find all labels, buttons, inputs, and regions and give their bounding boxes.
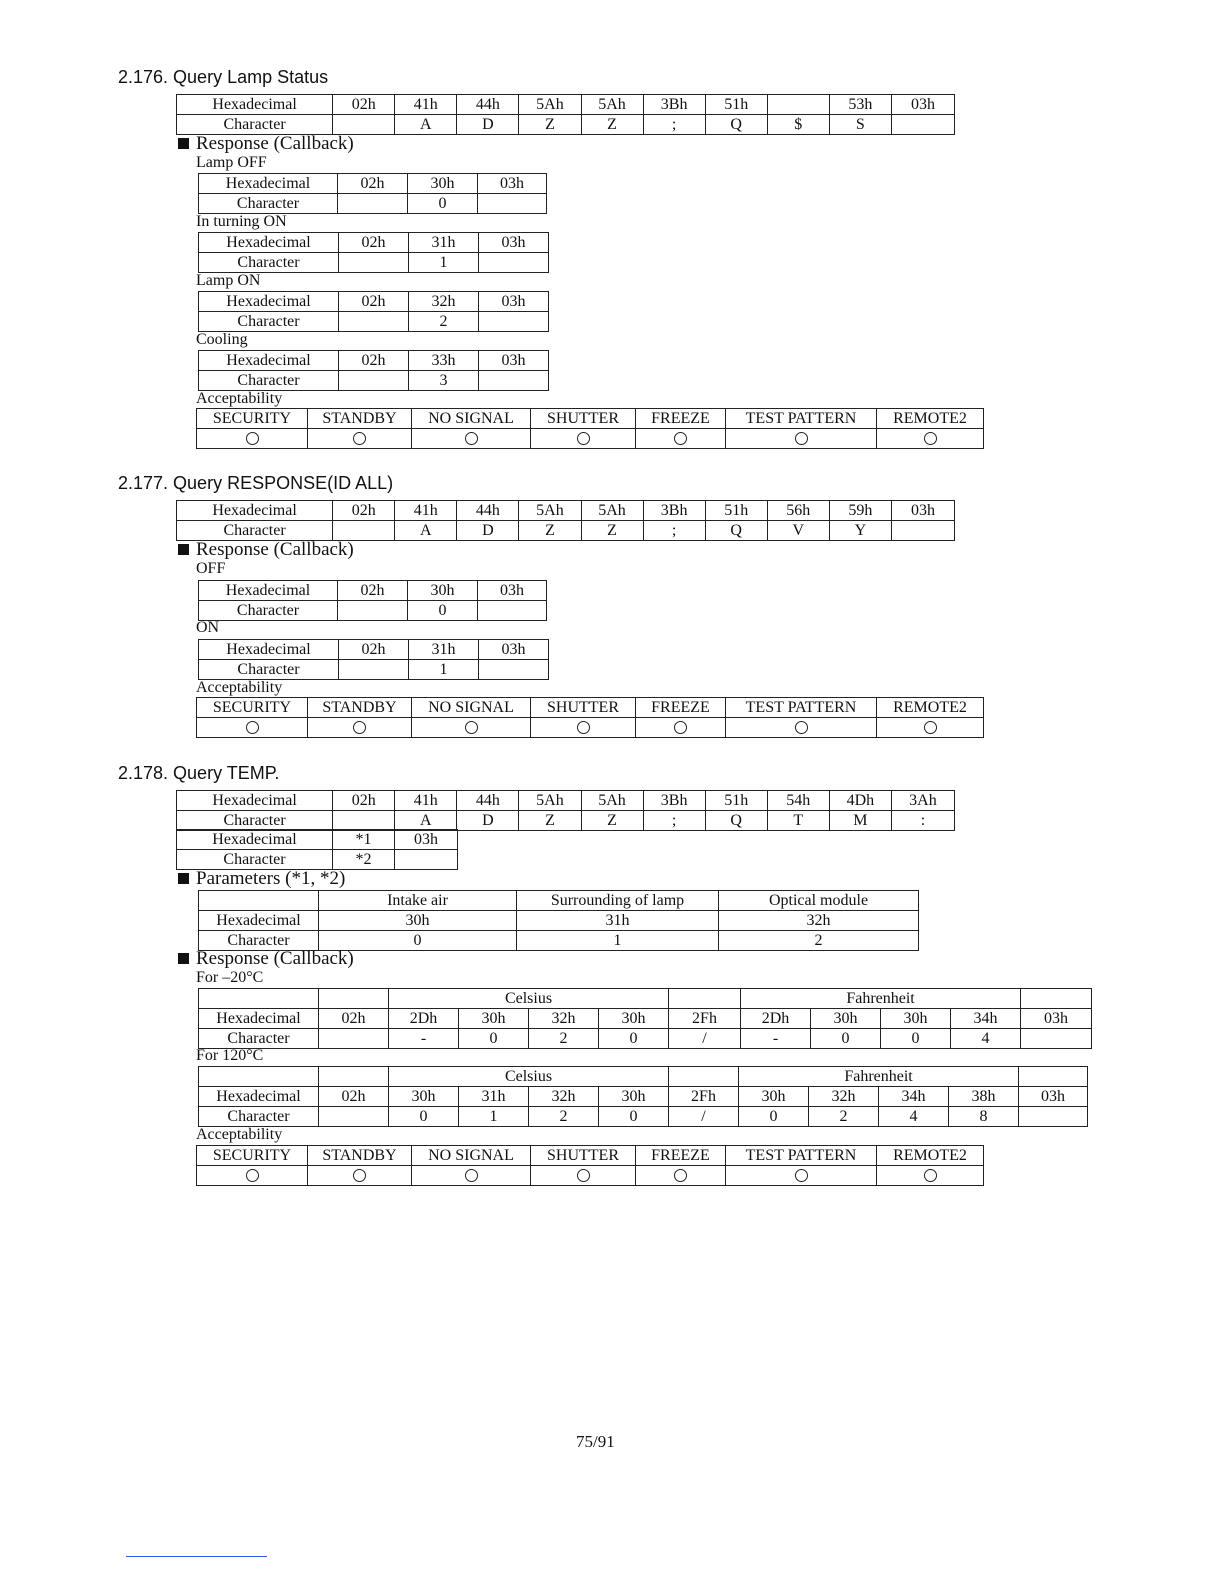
response-table: Hexadecimal 02h 33h 03h Character 3 bbox=[198, 350, 549, 391]
circle-icon bbox=[465, 721, 478, 734]
square-bullet-icon bbox=[178, 873, 189, 884]
circle-icon bbox=[465, 1169, 478, 1182]
circle-icon bbox=[795, 432, 808, 445]
char-row: Character A D Z Z ; Q $ S bbox=[177, 115, 955, 135]
circle-icon bbox=[577, 1169, 590, 1182]
circle-icon bbox=[795, 721, 808, 734]
temp-response-table: Celsius Fahrenheit Hexadecimal 02h 30h 31h 32h 30h 2Fh 30h 32h 34h 38h 03h Character 0 1 2 0 / 0 2 4 8 bbox=[198, 1066, 1088, 1127]
circle-icon bbox=[246, 432, 259, 445]
circle-icon bbox=[465, 432, 478, 445]
circle-icon bbox=[924, 432, 937, 445]
response-label: Cooling bbox=[196, 331, 248, 348]
circle-icon bbox=[674, 721, 687, 734]
section-title-2-178: 2.178. Query TEMP. bbox=[118, 763, 280, 783]
acceptability-table: SECURITY STANDBY NO SIGNAL SHUTTER FREEZE TEST PATTERN REMOTE2 bbox=[196, 1145, 984, 1186]
temp-label: For 120°C bbox=[196, 1047, 264, 1064]
response-label: Lamp ON bbox=[196, 272, 261, 289]
circle-icon bbox=[246, 721, 259, 734]
response-table: Hexadecimal 02h 32h 03h Character 2 bbox=[198, 291, 549, 332]
acceptability-label: Acceptability bbox=[196, 679, 283, 696]
response-label: In turning ON bbox=[196, 213, 287, 230]
response-heading: Response (Callback) bbox=[178, 539, 354, 561]
response-heading: Response (Callback) bbox=[178, 133, 354, 155]
square-bullet-icon bbox=[178, 138, 189, 149]
circle-icon bbox=[577, 721, 590, 734]
footer-rule bbox=[126, 1556, 267, 1557]
circle-icon bbox=[353, 432, 366, 445]
parameters-heading: Parameters (*1, *2) bbox=[178, 868, 345, 890]
temp-label: For –20°C bbox=[196, 969, 264, 986]
page-number: 75/91 bbox=[576, 1432, 615, 1451]
response-label: OFF bbox=[196, 560, 226, 577]
response-table: Hexadecimal 02h 31h 03h Character 1 bbox=[198, 639, 549, 680]
command-table-temp-cont: Hexadecimal *1 03h Character *2 bbox=[176, 829, 458, 870]
section-title-2-177: 2.177. Query RESPONSE(ID ALL) bbox=[118, 473, 394, 493]
acceptability-table: SECURITY STANDBY NO SIGNAL SHUTTER FREEZE TEST PATTERN REMOTE2 bbox=[196, 697, 984, 738]
response-table: Hexadecimal 02h 30h 03h Character 0 bbox=[198, 580, 547, 621]
circle-icon bbox=[353, 721, 366, 734]
circle-icon bbox=[577, 432, 590, 445]
acceptability-label: Acceptability bbox=[196, 1126, 283, 1143]
response-table: Hexadecimal 02h 30h 03h Character 0 bbox=[198, 173, 547, 214]
command-table-lamp-status bbox=[176, 94, 955, 135]
acceptability-table: SECURITY STANDBY NO SIGNAL SHUTTER FREEZE TEST PATTERN REMOTE2 bbox=[196, 408, 984, 449]
acceptability-label: Acceptability bbox=[196, 390, 283, 407]
hex-row: Hexadecimal 02h 41h 44h 5Ah 5Ah 3Bh 51h 53h 03h bbox=[177, 95, 955, 115]
circle-icon bbox=[795, 1169, 808, 1182]
circle-icon bbox=[353, 1169, 366, 1182]
response-label: ON bbox=[196, 619, 220, 636]
response-label: Lamp OFF bbox=[196, 154, 267, 171]
circle-icon bbox=[674, 1169, 687, 1182]
command-table-response-id-all: Hexadecimal 02h 41h 44h 5Ah 5Ah 3Bh 51h 56h 59h 03h Character A D Z Z ; Q V Y bbox=[176, 500, 955, 541]
square-bullet-icon bbox=[178, 544, 189, 555]
parameters-table: Intake air Surrounding of lamp Optical module Hexadecimal 30h 31h 32h Character 0 1 2 bbox=[198, 890, 919, 951]
square-bullet-icon bbox=[178, 953, 189, 964]
command-table-temp: Hexadecimal 02h 41h 44h 5Ah 5Ah 3Bh 51h 54h 4Dh 3Ah Character A D Z Z ; Q T M : bbox=[176, 790, 955, 831]
circle-icon bbox=[924, 721, 937, 734]
temp-response-table: Celsius Fahrenheit Hexadecimal 02h 2Dh 30h 32h 30h 2Fh 2Dh 30h 30h 34h 03h Character - 0 2 0 / - 0 0 4 bbox=[198, 988, 1092, 1049]
circle-icon bbox=[924, 1169, 937, 1182]
section-title-2-176: 2.176. Query Lamp Status bbox=[118, 67, 329, 87]
response-table: Hexadecimal 02h 31h 03h Character 1 bbox=[198, 232, 549, 273]
circle-icon bbox=[674, 432, 687, 445]
response-heading: Response (Callback) bbox=[178, 948, 354, 970]
circle-icon bbox=[246, 1169, 259, 1182]
